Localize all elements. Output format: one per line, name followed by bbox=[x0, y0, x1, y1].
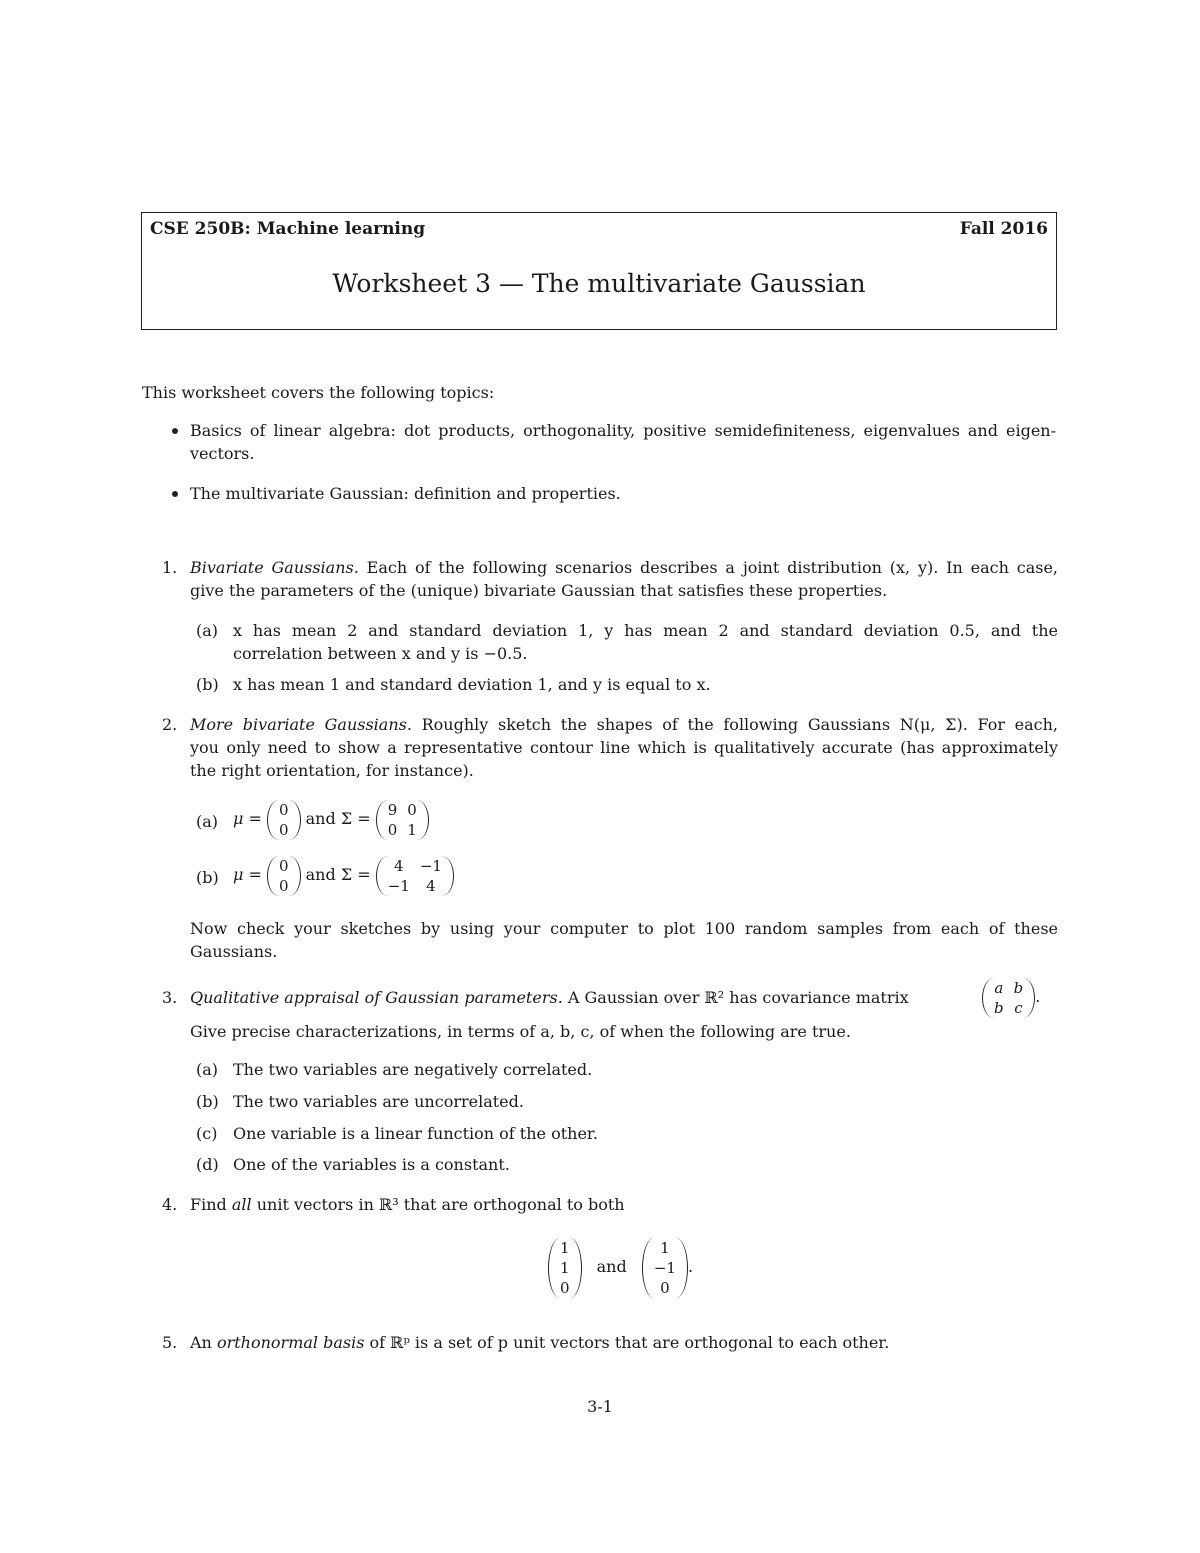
q3-line-1 bbox=[190, 986, 909, 1009]
q3-covariance bbox=[982, 973, 1040, 1021]
bullet-icon bbox=[172, 428, 178, 434]
q4-line: Find all unit vectors in ℝ³ that are orthogonal to both bbox=[190, 1195, 625, 1214]
page-number: 3-1 bbox=[587, 1397, 613, 1416]
q4-period: . bbox=[687, 1257, 694, 1276]
q1b-label: (b) bbox=[196, 675, 219, 694]
q3c-label: (c) bbox=[196, 1124, 218, 1143]
q4-vector-2: 1 −1 0 bbox=[642, 1238, 688, 1298]
topic-1-line-1: Basics of linear algebra: dot products, orthogonality, positive semidefiniteness, eigenvalues and eigen- bbox=[190, 421, 1056, 440]
q3-covariance-matrix: a b b c bbox=[982, 978, 1035, 1018]
q2b-label: (b) bbox=[196, 868, 219, 887]
intro-text: This worksheet covers the following topics: bbox=[142, 383, 495, 402]
and-text: and bbox=[305, 865, 336, 884]
and-text: and bbox=[305, 809, 336, 828]
q2b-sigma-matrix: 4 −1 −1 4 bbox=[376, 856, 454, 896]
q2b-mu-vector: 0 0 bbox=[267, 856, 301, 896]
q3b-text: The two variables are uncorrelated. bbox=[233, 1092, 524, 1111]
q4-vectors bbox=[548, 1232, 693, 1302]
q4-vector-1: 1 1 0 bbox=[548, 1238, 582, 1298]
q3-text: A Gaussian over ℝ² has covariance matrix bbox=[567, 988, 909, 1007]
q2a-label: (a) bbox=[196, 812, 219, 831]
q3a-label: (a) bbox=[196, 1060, 219, 1079]
q1-number: 1. bbox=[162, 558, 178, 577]
mu-equals: μ = bbox=[233, 809, 262, 828]
q2a-sigma-matrix: 9 0 0 1 bbox=[376, 800, 429, 840]
q2-check-line-1: Now check your sketches by using your computer to plot 100 random samples from each of these bbox=[190, 919, 1058, 938]
q3-period: . bbox=[1035, 987, 1041, 1006]
q4-and: and bbox=[596, 1257, 627, 1276]
q2-number: 2. bbox=[162, 715, 178, 734]
q1-title: Bivariate Gaussians. bbox=[190, 558, 359, 577]
mu-equals: μ = bbox=[233, 865, 262, 884]
q5-term: orthonormal basis bbox=[216, 1333, 365, 1352]
q5-number: 5. bbox=[162, 1333, 178, 1352]
q2a-expression bbox=[233, 795, 429, 843]
q2-line-1 bbox=[190, 713, 1058, 736]
bullet-icon bbox=[172, 491, 178, 497]
q1-text: Each of the following scenarios describes a joint distribution (x, y). In each case, bbox=[366, 558, 1059, 577]
q1b-line-1: x has mean 1 and standard deviation 1, and y is equal to x. bbox=[233, 675, 711, 694]
q4-number: 4. bbox=[162, 1195, 178, 1214]
q3a-text: The two variables are negatively correlated. bbox=[233, 1060, 593, 1079]
q3c-text: One variable is a linear function of the other. bbox=[233, 1124, 598, 1143]
course-name: CSE 250B: Machine learning bbox=[150, 219, 426, 239]
q2b-expression bbox=[233, 851, 454, 899]
q2a-mu-vector: 0 0 bbox=[267, 800, 301, 840]
q2-line-3: the right orientation, for instance). bbox=[190, 761, 474, 780]
q3-line-2: Give precise characterizations, in terms of a, b, c, of when the following are true. bbox=[190, 1022, 851, 1041]
q5-line: An orthonormal basis of ℝᵖ is a set of p unit vectors that are orthogonal to each other. bbox=[190, 1333, 890, 1352]
q1-line-1 bbox=[190, 556, 1058, 579]
topic-2: The multivariate Gaussian: definition and properties. bbox=[190, 484, 621, 503]
q3d-text: One of the variables is a constant. bbox=[233, 1155, 510, 1174]
q1-line-2: give the parameters of the (unique) bivariate Gaussian that satisfies these properties. bbox=[190, 581, 888, 600]
q3d-label: (d) bbox=[196, 1155, 219, 1174]
worksheet-title: Worksheet 3 — The multivariate Gaussian bbox=[332, 269, 866, 298]
q1a-label: (a) bbox=[196, 621, 219, 640]
q1a-line-2: correlation between x and y is −0.5. bbox=[233, 644, 528, 663]
term-label: Fall 2016 bbox=[959, 219, 1048, 239]
q2-text: Roughly sketch the shapes of the following Gaussians N(μ, Σ). For each, bbox=[421, 715, 1059, 734]
q3-number: 3. bbox=[162, 988, 178, 1007]
sigma-equals: Σ = bbox=[340, 809, 371, 828]
header-box bbox=[141, 212, 1057, 330]
q4-emphasis: all bbox=[231, 1195, 252, 1214]
q3-title: Qualitative appraisal of Gaussian parameters. bbox=[190, 988, 563, 1007]
sigma-equals: Σ = bbox=[340, 865, 371, 884]
topic-1-line-2: vectors. bbox=[190, 444, 255, 463]
q1a-line-1: x has mean 2 and standard deviation 1, y has mean 2 and standard deviation 0.5, and the bbox=[233, 621, 1058, 640]
q2-check-line-2: Gaussians. bbox=[190, 942, 278, 961]
q2-line-2: you only need to show a representative contour line which is qualitatively accurate (has approximately bbox=[190, 738, 1058, 757]
q3b-label: (b) bbox=[196, 1092, 219, 1111]
q2-title: More bivariate Gaussians. bbox=[190, 715, 412, 734]
